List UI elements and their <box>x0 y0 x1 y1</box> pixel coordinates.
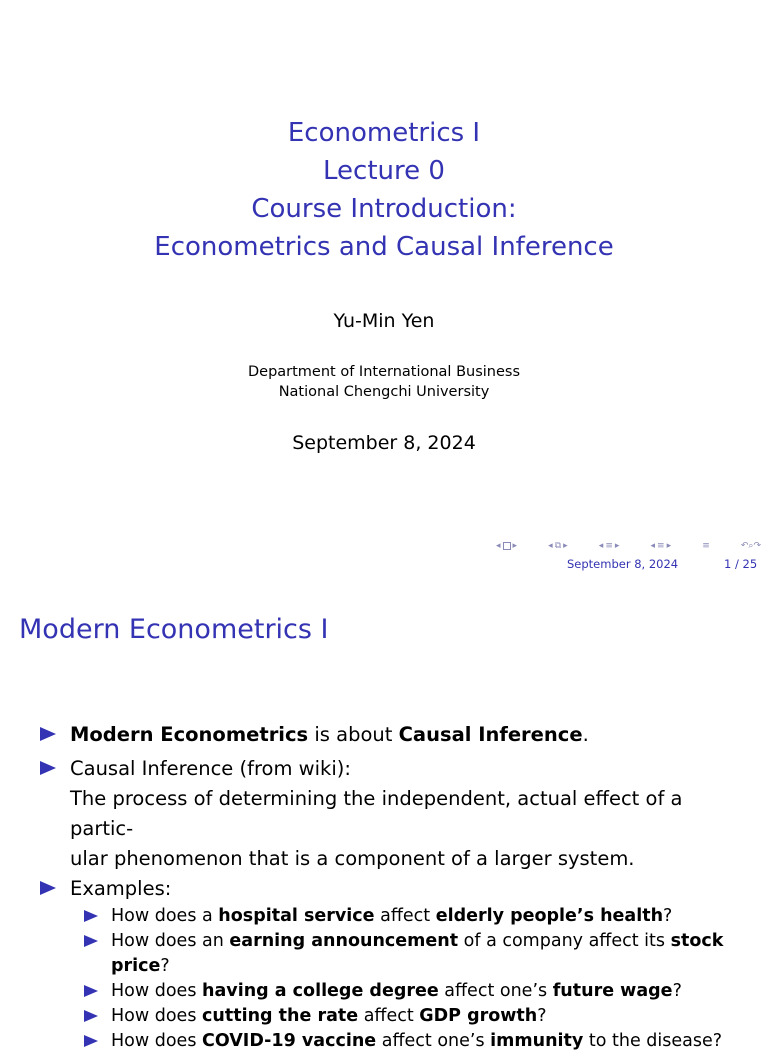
bullet-list <box>40 720 750 1054</box>
bold-term: hospital service <box>218 906 375 926</box>
bold-term: Modern Econometrics <box>70 723 309 746</box>
text-run: of a company affect its <box>458 931 671 951</box>
bold-term: earning announcement <box>229 931 459 951</box>
footer-date: September 8, 2024 <box>567 557 679 571</box>
nav-appendix-icon[interactable]: ≡ <box>702 541 710 551</box>
triangle-bullet-icon <box>84 1035 98 1047</box>
text-run: ? <box>160 956 170 976</box>
definition-line: The process of determining the independent, actual effect of a partic- <box>70 787 683 840</box>
text-run: ? <box>537 1006 547 1026</box>
triangle-bullet-icon <box>84 1010 98 1022</box>
text-run: to the disease? <box>583 1031 723 1051</box>
item-label: Examples: <box>70 877 172 900</box>
triangle-bullet-icon <box>40 761 56 775</box>
footer-page-number: 1 / 25 <box>724 557 758 571</box>
bold-term: COVID-19 vaccine <box>202 1031 377 1051</box>
text-run: affect one’s <box>438 981 553 1001</box>
text-run: . <box>582 723 589 746</box>
text-run: is about <box>308 723 399 746</box>
author-name: Yu-Min Yen <box>333 310 435 332</box>
example-item <box>84 904 750 929</box>
text-run: affect one’s <box>376 1031 491 1051</box>
item-label: Causal Inference (from wiki): <box>70 757 351 780</box>
bold-term: Causal Inference <box>398 723 583 746</box>
title-line: Econometrics and Causal Inference <box>154 232 614 262</box>
title-line: Econometrics I <box>287 118 481 148</box>
list-item <box>40 874 750 904</box>
nav-search-back-icon[interactable]: ↶⌕↷ <box>740 541 761 551</box>
presentation-date: September 8, 2024 <box>292 432 476 454</box>
nav-frame-icon[interactable]: ◂ ▸ <box>496 541 518 551</box>
institute <box>0 362 768 402</box>
text-run: How does a <box>111 906 219 926</box>
text-run: ? <box>663 906 673 926</box>
bold-term: elderly people’s health <box>435 906 664 926</box>
list-item <box>40 754 750 874</box>
nav-section-icon[interactable]: ◂ ≡ ▸ <box>598 541 620 551</box>
list-item <box>40 720 750 750</box>
text-run: How does <box>111 981 203 1001</box>
institute-line: Department of International Business <box>247 364 521 380</box>
triangle-bullet-icon <box>84 985 98 997</box>
triangle-bullet-icon <box>40 881 56 895</box>
triangle-bullet-icon <box>84 935 98 947</box>
content-slide <box>0 600 768 1051</box>
frame-title: Modern Econometrics I <box>19 614 329 645</box>
definition-line: ular phenomenon that is a component of a larger system. <box>70 847 635 870</box>
slide-title <box>0 114 768 266</box>
example-item <box>84 979 750 1004</box>
triangle-bullet-icon <box>40 727 56 741</box>
bold-term: stock price <box>111 931 724 976</box>
bold-term: having a college degree <box>202 981 439 1001</box>
bold-term: future wage <box>552 981 673 1001</box>
text-run: affect <box>358 1006 420 1026</box>
example-item <box>84 1029 750 1054</box>
nav-presentation-icon[interactable]: ◂ ≡ ▸ <box>650 541 672 551</box>
text-run: How does <box>111 1006 203 1026</box>
nav-subsection-icon[interactable]: ◂ ⧉ ▸ <box>548 541 568 551</box>
triangle-bullet-icon <box>84 910 98 922</box>
bold-term: GDP growth <box>419 1006 538 1026</box>
title-line: Course Introduction: <box>251 194 517 224</box>
text-run: affect <box>374 906 436 926</box>
example-item <box>84 929 750 979</box>
bold-term: cutting the rate <box>202 1006 359 1026</box>
examples-list <box>84 904 750 1054</box>
text-run: How does an <box>111 931 230 951</box>
beamer-navigation-bar[interactable] <box>496 539 761 553</box>
example-item <box>84 1004 750 1029</box>
text-run: ? <box>672 981 682 1001</box>
bold-term: immunity <box>490 1031 584 1051</box>
institute-line: National Chengchi University <box>278 384 490 400</box>
title-line: Lecture 0 <box>323 156 445 186</box>
text-run: How does <box>111 1031 203 1051</box>
